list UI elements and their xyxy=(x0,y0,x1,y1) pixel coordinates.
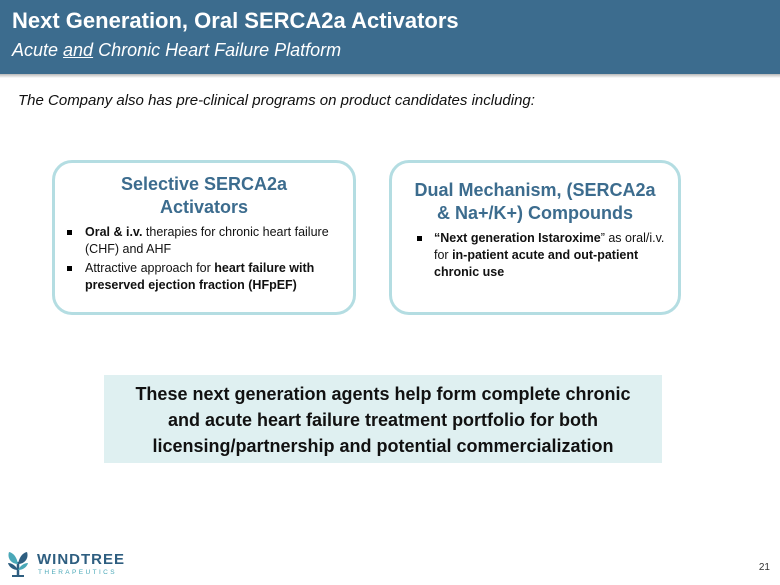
callout-line-1: These next generation agents help form complete chronic xyxy=(135,384,631,404)
company-logo xyxy=(3,548,143,580)
intro-text: The Company also has pre-clinical programs on product candidates including: xyxy=(18,92,535,109)
bullet-square-icon xyxy=(417,236,422,241)
bullet-text: ” as oral/i.v. for xyxy=(434,231,665,262)
bullet-list xyxy=(55,224,353,294)
logo-tagline: THERAPEUTICS xyxy=(38,569,118,576)
bullet-item xyxy=(392,230,678,281)
bullet-square-icon xyxy=(67,266,72,271)
bullet-text: Attractive approach for xyxy=(85,261,215,275)
logo-name: WINDTREE xyxy=(37,551,125,568)
slide-subtitle xyxy=(12,40,341,61)
card-title-line-2: & Na+/K+) Compounds xyxy=(436,203,633,223)
card-dual-mechanism xyxy=(389,160,681,315)
card-title-line-1: Selective SERCA2a xyxy=(120,174,288,194)
header-shadow xyxy=(0,74,780,78)
header-bar xyxy=(0,0,780,74)
bullet-bold: heart failure with preserved ejection fraction (HFpEF) xyxy=(85,261,315,292)
subtitle-part-1: Acute xyxy=(12,40,64,60)
callout-line-2: and acute heart failure treatment portfolio for both xyxy=(167,410,599,430)
bullet-square-icon xyxy=(67,230,72,235)
bullet-text: therapies for chronic heart failure (CHF) and AHF xyxy=(85,225,329,256)
bullet-item xyxy=(55,260,353,294)
subtitle-part-2: Chronic Heart Failure Platform xyxy=(93,40,342,60)
card-title-line-1: Dual Mechanism, (SERCA2a xyxy=(414,180,656,200)
card-title-line-2: Activators xyxy=(159,197,249,217)
card-title xyxy=(55,173,353,219)
subtitle-underlined-word: and xyxy=(63,40,94,60)
page-number: 21 xyxy=(758,562,770,573)
callout-line-3: licensing/partnership and potential commercialization xyxy=(152,436,614,456)
bullet-bold: “Next generation Istaroxime xyxy=(434,231,601,245)
callout-box xyxy=(104,375,662,463)
slide-title: Next Generation, Oral SERCA2a Activators xyxy=(12,8,459,33)
windtree-logo-icon xyxy=(3,548,33,578)
bullet-list xyxy=(392,230,678,281)
bullet-item xyxy=(55,224,353,258)
bullet-bold: Oral & i.v. xyxy=(85,225,143,239)
card-title xyxy=(392,179,678,225)
card-selective-serca2a xyxy=(52,160,356,315)
bullet-bold-2: in-patient acute and out-patient chronic use xyxy=(434,248,639,279)
